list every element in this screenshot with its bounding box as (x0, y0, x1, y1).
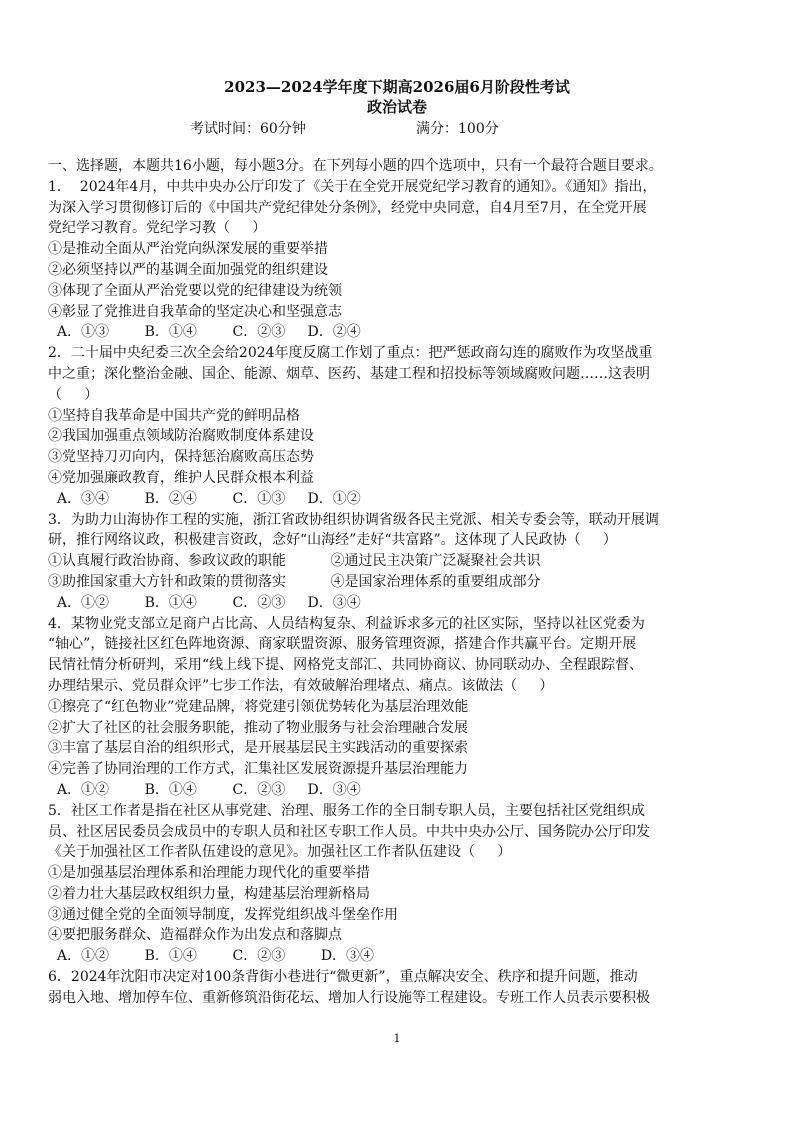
text-line: A．③④ B．②④ C．①③ D．①② (48, 490, 361, 507)
text-line: 弱电入地、增加停车位、重新修筑沿街花坛、增加人行设施等工程建设。专班工作人员表示要积极 (48, 989, 650, 1006)
text-line: ①是加强基层治理体系和治理能力现代化的重要举措 (48, 865, 370, 882)
text-line: ③丰富了基层自治的组织形式，是开展基层民主实践活动的重要探索 (48, 740, 468, 757)
text-line: ④党加强廉政教育，维护人民群众根本利益 (48, 469, 314, 486)
text-line: ③助推国家重大方针和政策的贯彻落实 ④是国家治理体系的重要组成部分 (48, 573, 541, 590)
text-line: 一、选择题，本题共16小题，每小题3分。在下列每小题的四个选项中，只有一个最符合题目要求。 (48, 158, 663, 174)
text-line: ①认真履行政治协商、参政议政的职能 ②通过民主决策广泛凝聚社会共识 (48, 553, 541, 570)
full-score: 满分：100分 (416, 121, 499, 137)
text-line: 民情社情分析研判，采用“线上线下提、网格党支部汇、共同协商议、协同联动办、全程跟踪督、 (48, 657, 644, 674)
text-line: A．①② B．①④ C．②③ D．③④ (48, 781, 361, 798)
text-line: ④彰显了党推进自我革命的坚定决心和坚强意志 (48, 303, 342, 320)
text-line: 办理结果示、党员群众评”七步工作法，有效破解治理堵点、痛点。该做法（ ） (48, 677, 554, 694)
text-line: ②扩大了社区的社会服务职能，推动了物业服务与社会治理融合发展 (48, 719, 468, 736)
text-line: A．①② B．①④ C．②③ D．③④ (48, 948, 375, 965)
text-line: ③党坚持刀刃向内，保持惩治腐败高压态势 (48, 449, 314, 466)
text-line: 3．为助力山海协作工程的实施，浙江省政协组织协调省级各民主党派、相关专委会等，联动开展调 (48, 511, 659, 528)
page-number: 1 (393, 1032, 401, 1045)
text-line: ③体现了全面从严治党要以党的纪律建设为统领 (48, 282, 342, 299)
text-line: 1． 2024年4月，中共中央办公厅印发了《关于在全党开展党纪学习教育的通知》。《通知》指出， (48, 178, 657, 195)
text-line: 《关于加强社区工作者队伍建设的意见》。加强社区工作者队伍建设（ ） (48, 844, 512, 861)
text-line: ②我国加强重点领域防治腐败制度体系建设 (48, 428, 314, 445)
text-line: 2．二十届中央纪委三次全会给2024年度反腐工作划了重点：把严惩政商勾连的腐败作为攻坚战重 (48, 345, 653, 362)
text-line: ③通过健全党的全面领导制度，发挥党组织战斗堡垒作用 (48, 906, 398, 923)
exam-subtitle: 政治试卷 (366, 98, 427, 116)
text-line: ①坚持自我革命是中国共产党的鲜明品格 (48, 407, 300, 424)
text-line: 研，推行网络议政，积极建言资政，念好“山海经”走好“共富路”。这体现了人民政协（ ） (48, 532, 617, 549)
exam-title: 2023—2024学年度下期高2026届6月阶段性考试 (224, 78, 570, 96)
text-line: 为深入学习贯彻修订后的《中国共产党纪律处分条例》，经党中央同意，自4月至7月，在全党开展 (48, 199, 647, 216)
question-body (48, 156, 760, 1009)
text-line: ①擦亮了“红色物业”党建品牌，将党建引领优势转化为基层治理效能 (48, 698, 469, 715)
text-line: 5．社区工作者是指在社区从事党建、治理、服务工作的全日制专职人员，主要包括社区党组织成 (48, 802, 645, 819)
text-line: ①是推动全面从严治党向纵深发展的重要举措 (48, 241, 328, 258)
text-line: 中之重；深化整治金融、国企、能源、烟草、医药、基建工程和招投标等领域腐败问题……这表明 (48, 365, 650, 382)
text-line: 党纪学习教育。党纪学习教（ ） (48, 220, 267, 237)
text-line: 6．2024年沈阳市决定对100条背街小巷进行“微更新”，重点解决安全、秩序和提升问题，推动 (48, 969, 638, 986)
text-line: “轴心”，链接社区红色阵地资源、商家联盟资源、服务管理资源，搭建合作共赢平台。定期开展 (48, 636, 637, 653)
text-line: 员、社区居民委员会成员中的专职人员和社区专职工作人员。中共中央办公厅、国务院办公厅印发 (48, 823, 650, 840)
text-line: A．①② B．①④ C．②③ D．③④ (48, 594, 361, 611)
text-line: ②必须坚持以严的基调全面加强党的组织建设 (48, 261, 328, 278)
text-line: A．①③ B．①④ C．②③ D．②④ (48, 324, 361, 341)
text-line: （ ） (48, 386, 99, 403)
text-line: ②着力壮大基层政权组织力量，构建基层治理新格局 (48, 885, 370, 902)
text-line: ④完善了协同治理的工作方式，汇集社区发展资源提升基层治理能力 (48, 761, 468, 778)
text-line: ④要把服务群众、造福群众作为出发点和落脚点 (48, 927, 342, 944)
exam-time: 考试时间：60分钟 (190, 121, 306, 137)
text-line: 4．某物业党支部立足商户占比高、人员结构复杂、利益诉求多元的社区实际，坚持以社区党委为 (48, 615, 645, 632)
